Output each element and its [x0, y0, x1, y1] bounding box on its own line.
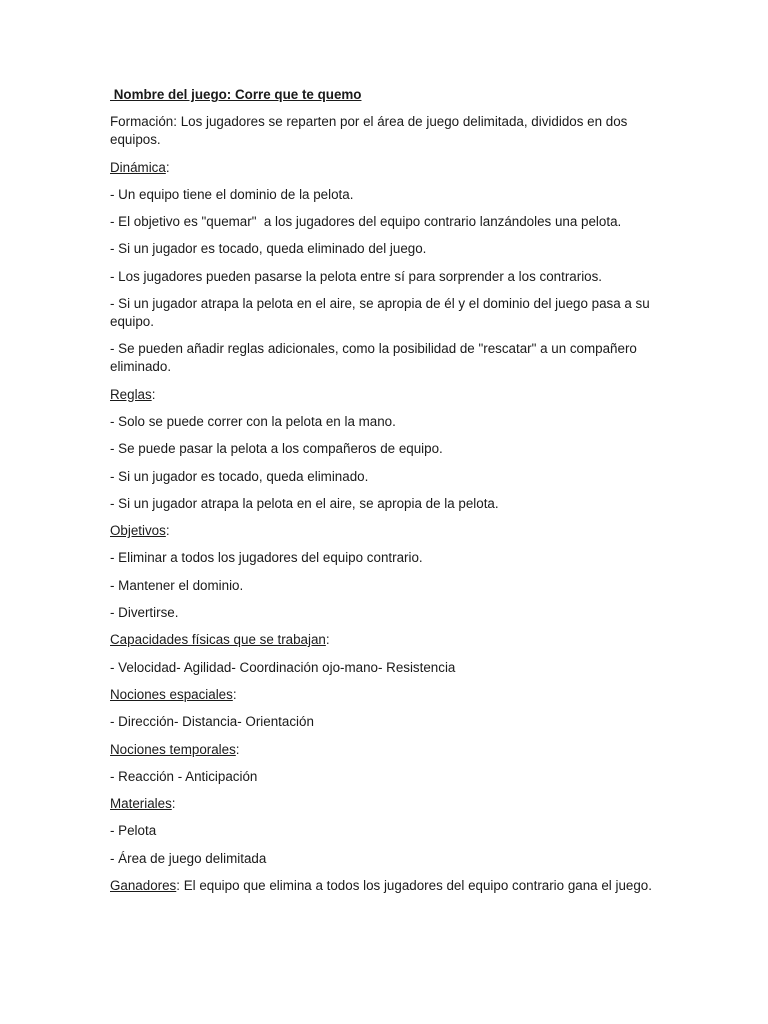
capacidades-heading-label: Capacidades físicas que se trabajan: [110, 632, 326, 648]
heading-colon: :: [232, 686, 237, 702]
list-item: - Área de juego delimitada: [110, 850, 267, 866]
heading-colon: :: [235, 741, 240, 757]
list-item: - Un equipo tiene el dominio de la pelota.: [110, 186, 354, 202]
list-item: - Se puede pasar la pelota a los compañeros de equipo.: [110, 441, 443, 457]
heading-colon: :: [165, 523, 170, 539]
list-item: - El objetivo es "quemar" a los jugadores del equipo contrario lanzándoles una pelota.: [110, 214, 622, 230]
materiales-heading: [110, 795, 670, 813]
ganadores-paragraph: [110, 877, 670, 895]
espaciales-heading: [110, 686, 670, 704]
list-item: - Pelota: [110, 823, 157, 839]
list-item: - Dirección- Distancia- Orientación: [110, 714, 314, 730]
capacidades-heading: [110, 631, 670, 649]
materiales-heading-label: Materiales: [110, 796, 172, 812]
objetivos-heading: [110, 522, 670, 540]
dinamica-heading: [110, 159, 670, 177]
list-item: - Si un jugador es tocado, queda eliminado del juego.: [110, 241, 427, 257]
list-item: - Mantener el dominio.: [110, 577, 244, 593]
list-item: - Solo se puede correr con la pelota en la mano.: [110, 413, 396, 429]
ganadores-heading-label: Ganadores: [110, 878, 177, 894]
temporales-heading: [110, 741, 670, 759]
list-item: - Si un jugador atrapa la pelota en el aire, se apropia de él y el dominio del juego pasa a su equipo.: [110, 296, 654, 330]
list-item: - Eliminar a todos los jugadores del equipo contrario.: [110, 550, 423, 566]
formacion-paragraph: Formación: Los jugadores se reparten por el área de juego delimitada, divididos en dos equipos.: [110, 114, 628, 148]
heading-colon: :: [165, 159, 170, 175]
objetivos-heading-label: Objetivos: [110, 523, 166, 539]
page-title: [110, 86, 670, 104]
reglas-heading: [110, 386, 670, 404]
espaciales-heading-label: Nociones espaciales: [110, 686, 233, 702]
list-item: - Los jugadores pueden pasarse la pelota entre sí para sorprender a los contrarios.: [110, 268, 603, 284]
list-item: - Velocidad- Agilidad- Coordinación ojo-mano- Resistencia: [110, 659, 456, 675]
list-item: - Reacción - Anticipación: [110, 768, 258, 784]
temporales-heading-label: Nociones temporales: [110, 741, 236, 757]
title-text: Nombre del juego: Corre que te quemo: [110, 87, 362, 102]
list-item: - Se pueden añadir reglas adicionales, como la posibilidad de "rescatar" a un compañero eliminado.: [110, 341, 641, 375]
heading-colon: :: [171, 796, 176, 812]
heading-colon: :: [151, 386, 156, 402]
list-item: - Si un jugador atrapa la pelota en el aire, se apropia de la pelota.: [110, 495, 499, 511]
ganadores-text: : El equipo que elimina a todos los jugadores del equipo contrario gana el juego.: [176, 878, 652, 894]
list-item: - Divertirse.: [110, 605, 179, 621]
list-item: - Si un jugador es tocado, queda eliminado.: [110, 468, 369, 484]
document-body: [110, 86, 670, 904]
dinamica-heading-label: Dinámica: [110, 159, 166, 175]
heading-colon: :: [325, 632, 330, 648]
reglas-heading-label: Reglas: [110, 386, 152, 402]
